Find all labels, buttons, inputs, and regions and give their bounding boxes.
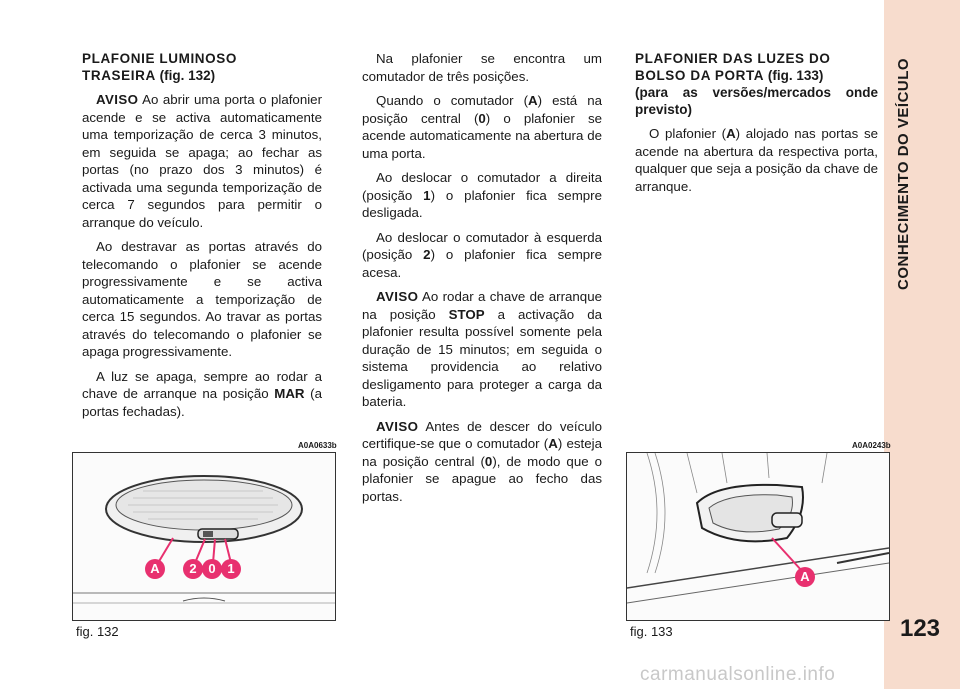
col3-paragraph-1: O plafonier (A) alojado nas portas se acende na abertura da respectiva porta, qualquer que seja a posição da chave de arranque. <box>635 126 878 194</box>
callout-a: A <box>145 559 165 579</box>
fig133-code: A0A0243b <box>852 441 891 450</box>
col1-paragraph-3: A luz se apaga, sempre ao rodar a chave de arranque na posição MAR (a portas fechadas). <box>82 368 322 419</box>
rear-courtesy-light-heading: PLAFONIE LUMINOSO TRASEIRA (fig. 132) <box>82 51 237 83</box>
col1-paragraph-2: Ao destravar as portas através do telecomando o plafonier se acende progressivamente e se activa automaticamente a temporização de cerca 15 segundos. Ao travar as portas através do telecomando o plafonier se apaga progressivamente. <box>82 239 322 359</box>
col2-paragraph-6: AVISO Antes de descer do veículo certifique-se que o comutador (A) esteja na posição central (0), de modo que o plafonier se apague ao fecho das portas. <box>362 418 602 504</box>
callout-a: A <box>795 567 815 587</box>
section-title: CONHECIMENTO DO VEÍCULO <box>895 57 912 290</box>
door-pocket-light-drawing <box>627 453 889 620</box>
fig132-illustration <box>72 452 336 621</box>
col2-paragraph-5: AVISO Ao rodar a chave de arranque na posição STOP a activação da plafonier resulta possível somente pela duração de 15 minutos; em seguida o sistema providencia ao relativo desligamento para proteger a carga da bateria. <box>362 289 602 409</box>
door-pocket-light-heading: PLAFONIER DAS LUZES DO BOLSO DA PORTA (fig. 133) (para as versões/mercados onde previsto) <box>635 51 878 117</box>
col2-paragraph-1: Na plafonier se encontra um comutador de três posições. <box>362 51 602 84</box>
column-2 <box>362 50 602 512</box>
fig132-code: A0A0633b <box>298 441 337 450</box>
col2-paragraph-2: Quando o comutador (A) está na posição central (0) o plafonier se acende automaticamente na abertura de uma porta. <box>362 93 603 161</box>
page-number: 123 <box>899 615 941 642</box>
col1-paragraph-1: AVISO Ao abrir uma porta o plafonier acende e se activa automaticamente uma temporização de cerca 3 minutos, em seguida se apaga; ao fechar as portas (no prazo dos 3 minutos) é activada uma segunda temporização de cerca 7 segundos para permitir o arranque do veículo. <box>82 92 322 230</box>
fig132-label: fig. 132 <box>76 624 119 639</box>
col2-paragraph-3: Ao deslocar o comutador a direita (posição 1) o plafonier fica sempre desligada. <box>362 170 602 220</box>
fig133-label: fig. 133 <box>630 624 673 639</box>
callout-0: 0 <box>202 559 222 579</box>
watermark: carmanualsonline.info <box>640 664 836 685</box>
col2-paragraph-4: Ao deslocar o comutador à esquerda (posição 2) o plafonier fica sempre acesa. <box>362 229 602 280</box>
column-3 <box>635 50 878 202</box>
ceiling-light-drawing <box>73 453 335 620</box>
callout-2: 2 <box>183 559 203 579</box>
column-1 <box>82 50 322 427</box>
callout-1: 1 <box>221 559 241 579</box>
callout-line-a <box>158 538 173 563</box>
warning-label: AVISO <box>96 92 139 107</box>
fig133-illustration <box>626 452 890 621</box>
